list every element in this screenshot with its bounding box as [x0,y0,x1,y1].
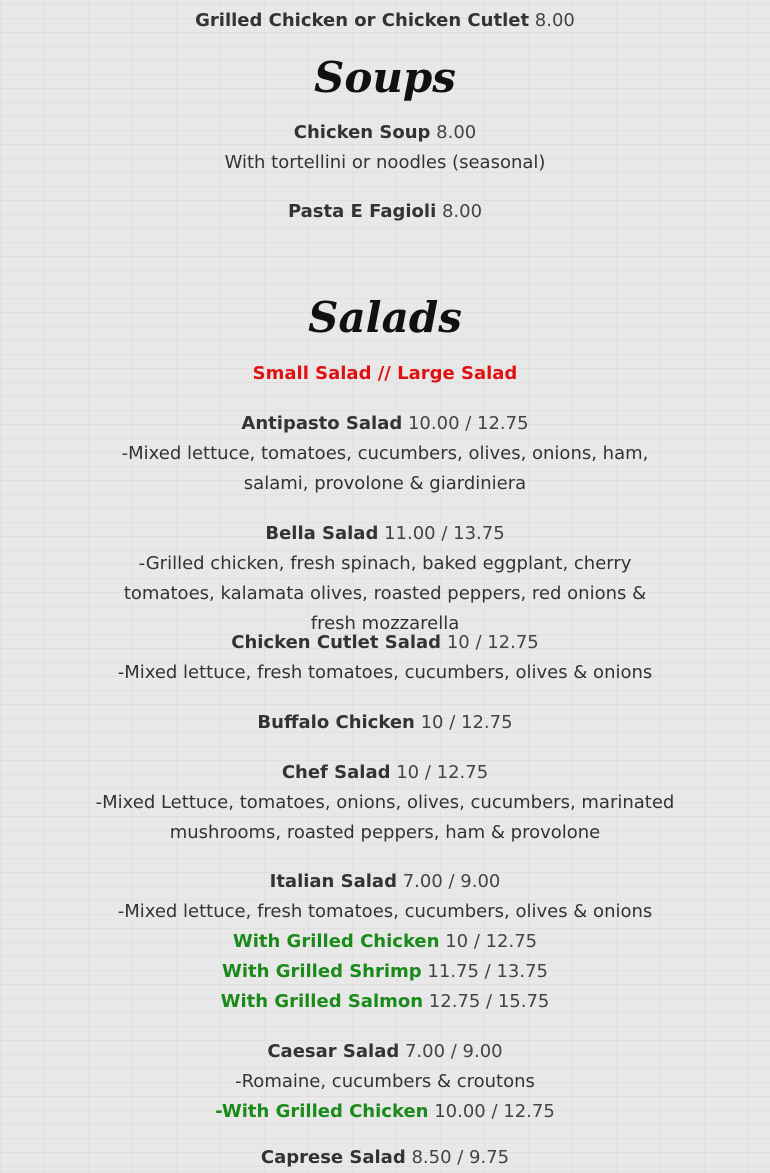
salad-item-buffalo-chicken [0,708,770,738]
item-name: Grilled Chicken or Chicken Cutlet [195,10,530,31]
item-price: 10 / 12.75 [396,762,489,783]
item-description: -Mixed Lettuce, tomatoes, onions, olives, cucumbers, marinated mushrooms, roasted peppers, ham & provolone [95,792,675,843]
salad-item-caesar [0,1037,770,1127]
addon-name: With Grilled Shrimp [221,961,422,982]
addon-grilled-salmon [0,987,770,1017]
item-description: -Mixed lettuce, fresh tomatoes, cucumbers, olives & onions [117,901,653,922]
item-price: 10 / 12.75 [420,712,513,733]
addon-price: 11.75 / 13.75 [427,961,548,982]
item-name: Antipasto Salad [241,413,403,434]
salad-item-caprese [0,1143,770,1173]
item-description: -Romaine, cucumbers & croutons [235,1071,535,1092]
item-price: 11.00 / 13.75 [384,523,505,544]
item-name: Chicken Soup [293,122,431,143]
item-name: Caprese Salad [260,1147,406,1168]
menu-item-grilled-chicken [0,6,770,36]
item-price: 8.50 / 9.75 [411,1147,510,1168]
soup-item-chicken-soup [0,118,770,178]
addon-name: With Grilled Salmon [220,991,424,1012]
item-name: Chef Salad [281,762,391,783]
salad-item-italian [0,867,770,1017]
item-price: 8.00 [436,122,477,143]
item-name: Bella Salad [265,523,379,544]
addon-grilled-chicken [0,927,770,957]
item-price: 7.00 / 9.00 [404,1041,503,1062]
item-description: -Grilled chicken, fresh spinach, baked eggplant, cherry tomatoes, kalamata olives, roasted peppers, red onions & fresh mozzarella [123,553,647,634]
addon-price: 10.00 / 12.75 [434,1101,555,1122]
addon-grilled-chicken [0,1097,770,1127]
item-name: Caesar Salad [267,1041,400,1062]
salad-size-note: Small Salad // Large Salad [252,363,518,384]
salad-item-chef [0,758,770,848]
item-price: 8.00 [441,201,483,222]
addon-price: 12.75 / 15.75 [428,991,550,1012]
salad-item-bella [0,519,770,639]
item-name: Pasta E Fagioli [287,201,437,222]
salad-item-chicken-cutlet [0,628,770,688]
item-description: -Mixed lettuce, tomatoes, cucumbers, olives, onions, ham, salami, provolone & giardiniera [121,443,649,494]
item-price: 10.00 / 12.75 [407,413,529,434]
item-name: Buffalo Chicken [257,712,415,733]
item-price: 10 / 12.75 [446,632,539,653]
addon-grilled-shrimp [0,957,770,987]
item-price: 7.00 / 9.00 [402,871,501,892]
item-name: Italian Salad [269,871,397,892]
item-price: 8.00 [534,10,575,31]
item-name: Chicken Cutlet Salad [231,632,442,653]
item-description: -Mixed lettuce, fresh tomatoes, cucumbers, olives & onions [117,662,653,683]
addon-price: 10 / 12.75 [445,931,538,952]
item-description: With tortellini or noodles (seasonal) [224,152,546,173]
salads-heading: Salads [308,293,462,342]
addon-name: -With Grilled Chicken [215,1101,429,1122]
addon-name: With Grilled Chicken [232,931,440,952]
soup-item-pasta-e-fagioli [0,197,770,227]
soups-heading: Soups [314,53,456,102]
salad-item-antipasto [0,409,770,499]
